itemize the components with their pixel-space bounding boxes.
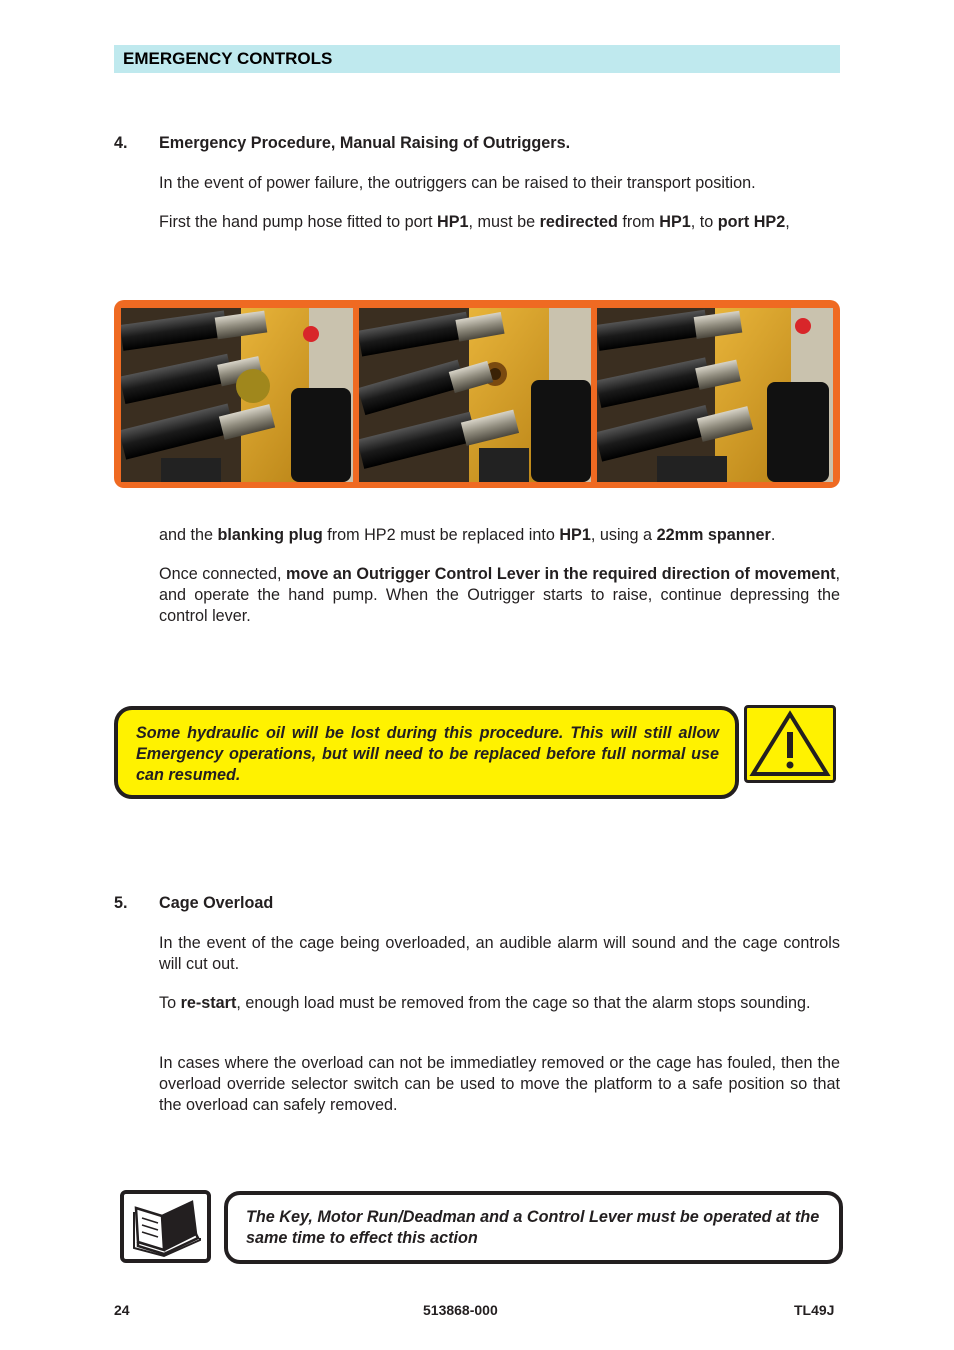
bold-run: redirected	[539, 213, 618, 231]
document-number: 513868-000	[423, 1302, 498, 1318]
section-header-bar	[114, 45, 840, 73]
text-run: Once connected,	[159, 565, 287, 583]
bold-run: HP1	[437, 213, 469, 231]
open-book-icon	[124, 1194, 207, 1259]
photo-blanking-plug	[597, 308, 833, 482]
section-4-title: Emergency Procedure, Manual Raising of Outriggers.	[159, 134, 571, 152]
page-title: EMERGENCY CONTROLS	[123, 49, 333, 68]
text-run: , to	[690, 213, 718, 231]
text-run: from	[617, 213, 660, 231]
note-callout	[224, 1191, 843, 1264]
photo-hose-redirected	[359, 308, 591, 482]
text-run: , and operate the hand pump. When the Outrigger starts to raise, continue depressing the control lever.	[159, 565, 840, 625]
text-run: , using a	[590, 526, 657, 544]
section-4-number: 4.	[114, 134, 128, 152]
hydraulic-port-photos	[114, 300, 840, 488]
warning-icon-box	[744, 705, 836, 783]
text-run: , must be	[468, 213, 540, 231]
note-text: The Key, Motor Run/Deadman and a Control Lever must be operated at the same time to effect this action	[246, 1208, 820, 1247]
section-5-paragraph-2	[159, 993, 840, 1014]
bold-run: HP1	[659, 213, 691, 231]
bold-run: blanking plug	[217, 526, 323, 544]
note-icon-box	[120, 1190, 211, 1263]
page-number: 24	[114, 1302, 130, 1318]
bold-run: move an Outrigger Control Lever in the required direction of movement	[286, 565, 836, 583]
bold-run: re-start	[180, 994, 237, 1012]
section-5-title: Cage Overload	[159, 894, 274, 912]
text-run: First the hand pump hose fitted to port	[159, 213, 438, 231]
photo-hp1-hose	[121, 308, 353, 482]
text-run: , enough load must be removed from the cage so that the alarm stops sounding.	[236, 994, 811, 1012]
text-run: from HP2 must be replaced into	[322, 526, 560, 544]
warning-triangle-icon	[747, 708, 833, 780]
section-4-paragraph-1: In the event of power failure, the outriggers can be raised to their transport position.	[159, 174, 756, 192]
section-5-number: 5.	[114, 894, 128, 912]
section-4-paragraph-4	[159, 564, 840, 627]
warning-text: Some hydraulic oil will be lost during this procedure. This will still allow Emergency operations, but will need to be replaced before full normal use can resumed.	[136, 724, 719, 784]
text-run: ,	[785, 213, 790, 231]
section-5-paragraph-1: In the event of the cage being overloaded, an audible alarm will sound and the cage controls will cut out.	[159, 934, 840, 973]
text-run: To	[159, 994, 181, 1012]
section-4-paragraph-2	[159, 212, 849, 233]
section-4-paragraph-3	[159, 525, 840, 546]
bold-run: HP1	[559, 526, 591, 544]
section-5-paragraph-3: In cases where the overload can not be immediatley removed or the cage has fouled, then the overload override selector switch can be used to move the platform to a safe position so that the overload can safely removed.	[159, 1054, 840, 1114]
text-run: and the	[159, 526, 218, 544]
model-code: TL49J	[794, 1302, 835, 1318]
text-run: .	[770, 526, 776, 544]
bold-run: 22mm spanner	[656, 526, 771, 544]
warning-callout	[114, 706, 739, 799]
bold-run: port HP2	[717, 213, 786, 231]
